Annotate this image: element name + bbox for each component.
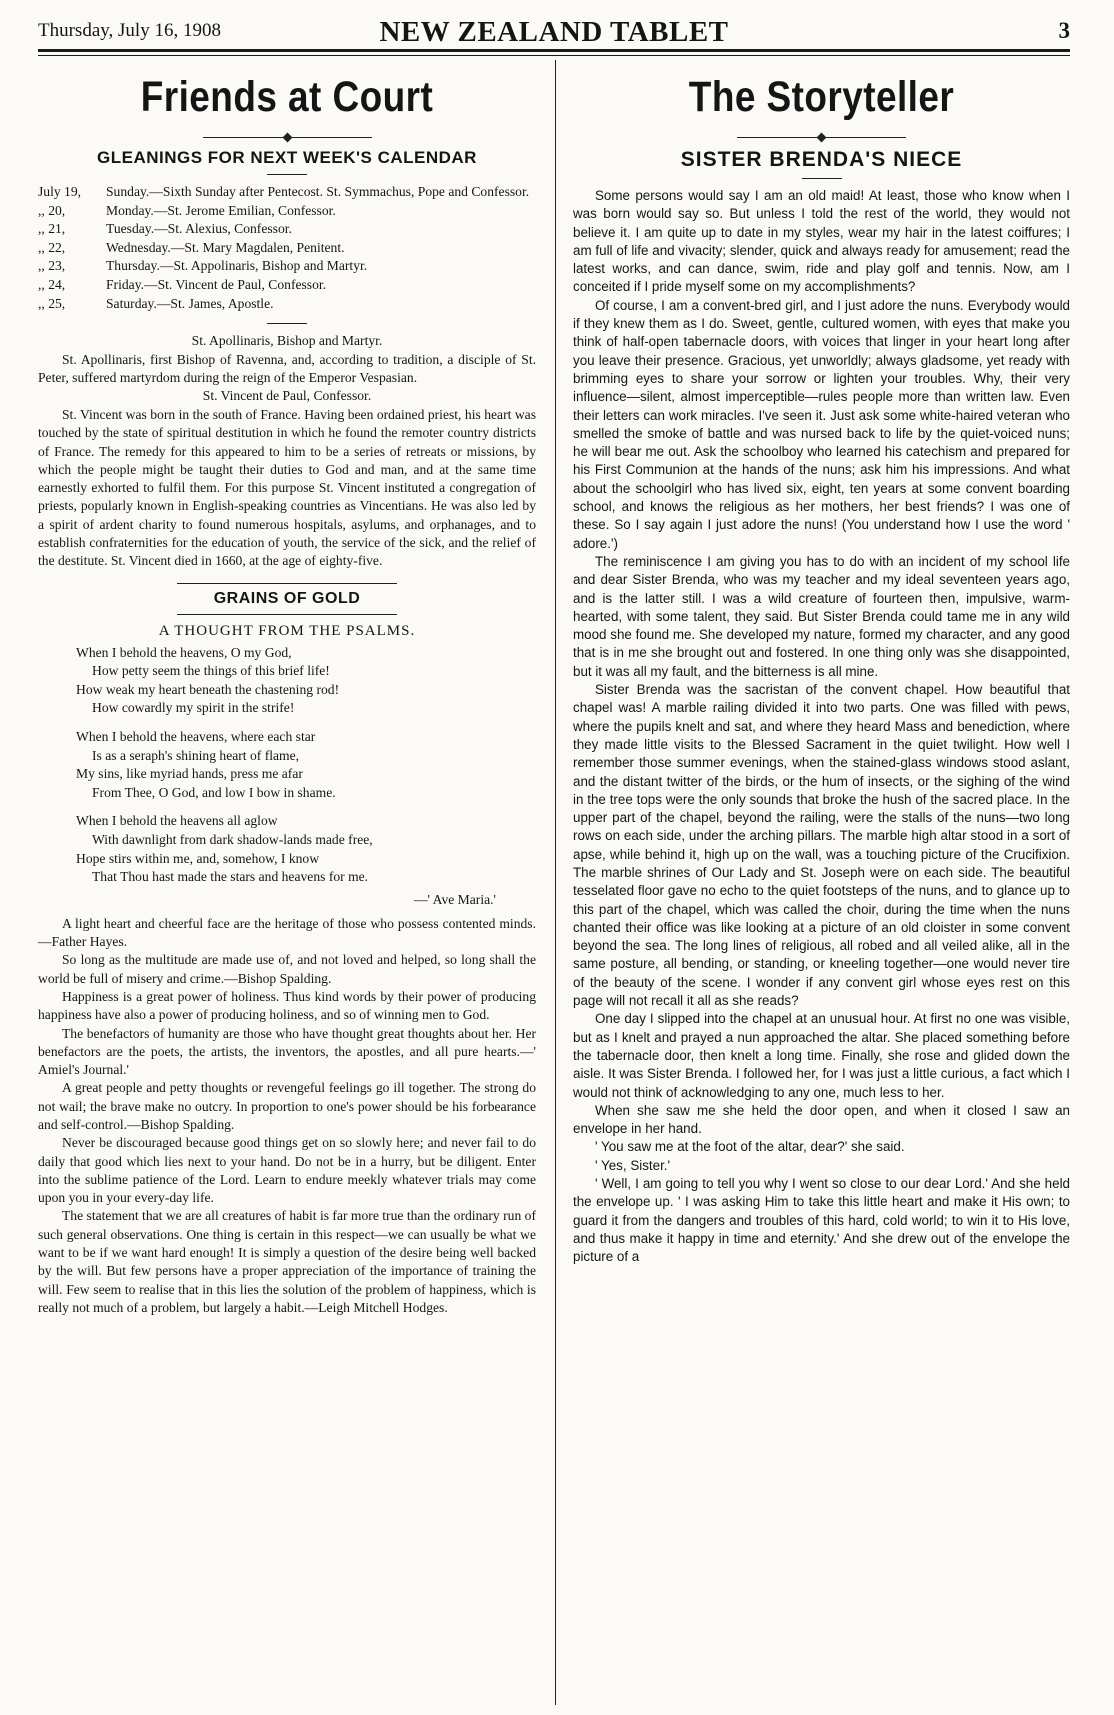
grains-of-gold-heading-box (38, 583, 536, 615)
paragraph: A light heart and cheerful face are the heritage of those who possess contented minds.—Father Hayes. (38, 915, 536, 950)
paragraph: Never be discouraged because good things get on so slowly here; and never fail to do daily that good which lies next to your hand. Do not be in a hurry, but be diligent. Enter into the sublime patience of the Lord. Learn to endure meekly whatever trials may come upon you in your every-day life. (38, 1135, 536, 1206)
calendar-entry (38, 257, 536, 276)
paragraph: Happiness is a great power of holiness. Thus kind words by their power of producing happiness have also a power of producing holiness, and so of winning men to God. (38, 988, 536, 1023)
calendar-date: ,, 22, (38, 239, 66, 255)
poem-stanza (76, 812, 536, 886)
paragraph: When she saw me she held the door open, and when it closed I saw an envelope in her hand. (573, 1102, 1070, 1137)
paragraph: So long as the multitude are made use of, and not loved and helped, so long shall the world be full of misery and crime.—Bishop Spalding. (38, 952, 536, 986)
saint1-heading: St. Apollinaris, Bishop and Martyr. (191, 333, 383, 349)
poem-line: Hope stirs within me, and, somehow, I know (76, 850, 320, 866)
calendar-date: ,, 23, (38, 258, 66, 274)
calendar-date: ,, 25, (38, 295, 66, 311)
calendar-entry (38, 220, 536, 239)
calendar-text: Thursday.—St. Appolinaris, Bishop and Martyr. (106, 258, 368, 274)
calendar-entry (38, 183, 536, 202)
paragraph: The statement that we are all creatures of habit is far more true than the ordinary run of such general observations. One thing is certain in this respect—we can usually be what we want to be if we want hard enough! It is simply a question of the desire being well backed by the will. But few persons have a proper appreciation of the importance of training the will. Few seem to realise that in this lies the solution of the problem of happiness, which is really not much of a problem, but largely a habit.—Leigh Mitchell Hodges. (38, 1208, 536, 1315)
calendar-date: July 19, (38, 184, 82, 199)
poem (38, 644, 536, 887)
poem-line: From Thee, O God, and low I bow in shame. (92, 784, 336, 800)
paragraph: ' Well, I am going to tell you why I went so close to our dear Lord.' And she held the envelope up. ' I was asking Him to take this little heart and make it His own; to guard it from the dangers and troubles of this hard, cold world; to win it to His love, and thus make it happy in time and eternity.' And she drew out of the envelope the picture of a (573, 1176, 1070, 1265)
title-ornament (573, 128, 1070, 142)
storyteller-title: The Storyteller (688, 73, 955, 121)
friends-at-court-title: Friends at Court (140, 73, 434, 121)
title-ornament (38, 128, 536, 142)
calendar-text: Tuesday.—St. Alexius, Confessor. (106, 221, 292, 237)
right-column (573, 62, 1070, 1267)
masthead-date: Thursday, July 16, 1908 (38, 20, 221, 41)
calendar-date: ,, 20, (38, 202, 66, 218)
saint2-heading: St. Vincent de Paul, Confessor. (202, 388, 372, 404)
paragraph: One day I slipped into the chapel at an unusual hour. At first no one was visible, but as I knelt and prayed a nun approached the altar. She placed something before the tabernacle door, then knelt a long time. Finally, she rose and glided down the aisle. It was Sister Brenda. I followed her, for I was just a little curious, a fact which I would not think of acknowledging to any one, much less to her. (573, 1011, 1070, 1100)
calendar-subheading: GLEANINGS FOR NEXT WEEK'S CALENDAR (97, 148, 477, 167)
short-rule (267, 323, 307, 324)
saint2-text: St. Vincent was born in the south of France. Having been ordained priest, his heart was touched by the state of spiritual destitution in which he found the remoter country districts of France. The remedy for this appeared to him to be a series of retreats or missions, by which the people might be taught their duties to God and man, and at the same time earnestly exhorted to fulfil them. For this purpose St. Vincent instituted a congregation of priests, popularly known in English-speaking countries as Vincentians. He was also led by a spirit of ardent charity to found numerous hospitals, asylums, and orphanages, and to establish confraternities for the education of youth, the service of the sick, and the relief of the destitute. St. Vincent died in 1660, at the age of eighty-five. (38, 406, 536, 569)
paragraph: The benefactors of humanity are those who have thought great thoughts about her. Her benefactors are the poets, the artists, the inventors, the apostles, and all pure hearts.—' Amiel's Journal.' (38, 1025, 536, 1078)
poem-line: When I behold the heavens, where each star (76, 728, 316, 744)
column-divider (555, 60, 556, 1705)
calendar-text: Friday.—St. Vincent de Paul, Confessor. (106, 276, 327, 292)
paragraph: Some persons would say I am an old maid! At least, those who know when I was born would say so. But unless I told the rest of the world, they would not believe it. I am quite up to date in my styles, wear my hair in the latest coiffures; I am full of life and vivacity; slender, quick and always ready for amusement; read the latest works, and can dance, swim, ride and play golf and tennis. Now, am I conceited if I pride myself some on my accomplishments? (573, 188, 1070, 295)
masthead-rule (38, 49, 1070, 52)
poem-stanza (76, 644, 536, 718)
calendar-entry (38, 276, 536, 295)
story-body (573, 187, 1070, 1267)
paragraph: Of course, I am a convent-bred girl, and I just adore the nuns. Everybody would if they knew them as I do. Sweet, gentle, cultured women, with eyes that make you think of half-open tabernacle doors, with voices that linger in your heart long after you leave their presence. Gracious, yet unworldly; always gladsome, yet ready with brimming eyes to share your sorrow or lighten your troubles. Why, their very influence—silent, almost imperceptible—rules people more than written law. Even their letters can work miracles. I've seen it. Just ask some white-haired veteran who smelled the smoke of battle and was nursed back to life by the quiet-voiced nuns; he will bear me out. Ask the schoolboy who learned his catechism and prepared for his First Communion at the hands of the nuns; ask him his impressions. And what about the schoolgirl who has lived six, eight, ten years at some convent boarding school, and knows the religious as her mothers, her best friends? I was one of these. So I say again I just adore the nuns! (You understand how I use the word ' adore.') (573, 297, 1070, 551)
poem-line: That Thou hast made the stars and heavens for me. (92, 869, 369, 885)
calendar-text: Sunday.—Sixth Sunday after Pentecost. St. Symmachus, Pope and Confessor. (106, 184, 530, 199)
poem-line: My sins, like myriad hands, press me afar (76, 766, 303, 782)
calendar-entry (38, 295, 536, 314)
paragraph: The reminiscence I am giving you has to do with an incident of my school life and dear Sister Brenda, who was my teacher and my ideal seventeen years ago, and is the latter still. I was a wild creature of fourteen then, impulsive, warm-hearted, with some talent, they said. But Sister Brenda could tame me in any wild mood she found me. She developed my nature, formed my character, and any good that is in me she brought out and fostered. In one thing only was she disappointed, but it was all my fault, and the bitterness is all mine. (573, 553, 1070, 679)
left-column (38, 62, 536, 1317)
masthead (38, 16, 1070, 46)
poem-line: How weak my heart beneath the chastening rod! (76, 681, 340, 697)
poem-line: Is as a seraph's shining heart of flame, (92, 747, 300, 763)
masthead-title: NEW ZEALAND TABLET (379, 16, 729, 48)
paragraph: Sister Brenda was the sacristan of the convent chapel. How beautiful that chapel was! A marble railing divided it into two parts. One was filled with pews, where the pupils knelt and sat, and where they heard Mass and benediction, where they made little visits to the Blessed Sacrament in the quiet twilight. How well I remember those summer evenings, when the stained-glass windows stood aslant, and the distant twitter of the birds, or the hum of insects, or the sighing of the wind in the tree tops were the only sounds that broke the hush of the sacred place. In the upper part of the chapel, beyond the railing, were the stalls of the nuns—two long rows on each side, under the arching pillars. The marble high altar stood in a sort of apse, while behind it, high up on the wall, was a touching picture of the Crucifixion. The marble shrines of Our Lady and St. Joseph were on each side. The beautiful tesselated floor gave no echo to the quiet footsteps of the nuns, and to glance up to this part of the chapel, which was called the choir, during the time when the nuns chanted their office was like looking at a picture of an old cloister in some convent beyond the sea. The long lines of religious, all robed and all veiled alike, all in the same posture, all bending, or standing, or kneeling together—one would never tire of the beauty of the scene. I wonder if any convent girl whose eyes rest on this page will not recall it all as she reads? (573, 682, 1070, 1009)
grains-of-gold-heading: GRAINS OF GOLD (213, 589, 361, 607)
poem-title: A THOUGHT FROM THE PSALMS. (158, 622, 416, 639)
calendar-list (38, 183, 536, 313)
calendar-date: ,, 24, (38, 276, 66, 292)
calendar-date: ,, 21, (38, 221, 66, 237)
short-rule (802, 178, 842, 179)
maxims (38, 915, 536, 1318)
calendar-text: Monday.—St. Jerome Emilian, Confessor. (106, 202, 336, 218)
poem-attribution: —' Ave Maria.' (413, 891, 496, 907)
story-title: SISTER BRENDA'S NIECE (680, 148, 963, 171)
poem-stanza (76, 728, 536, 802)
calendar-entry (38, 202, 536, 221)
calendar-text: Wednesday.—St. Mary Magdalen, Penitent. (106, 239, 345, 255)
paragraph: A great people and petty thoughts or revengeful feelings go ill together. The strong do not wail; the brave make no outcry. In proportion to one's power should be his forbearance and self-control.—Bishop Spalding. (38, 1080, 536, 1132)
short-rule (267, 174, 307, 175)
poem-line: With dawnlight from dark shadow-lands made free, (92, 831, 373, 847)
calendar-text: Saturday.—St. James, Apostle. (106, 295, 274, 311)
masthead-rule-thin (38, 55, 1070, 56)
saint1-text: St. Apollinaris, first Bishop of Ravenna, and, according to tradition, a disciple of St. Peter, suffered martyrdom during the reign of the Emperor Vespasian. (38, 351, 536, 386)
calendar-entry (38, 239, 536, 258)
poem-line: When I behold the heavens all aglow (76, 813, 278, 829)
poem-line: How cowardly my spirit in the strife! (92, 700, 295, 716)
poem-line: How petty seem the things of this brief life! (92, 663, 330, 679)
poem-line: When I behold the heavens, O my God, (76, 644, 292, 660)
paragraph: ' Yes, Sister.' (595, 1157, 671, 1173)
page-number: 3 (1058, 18, 1070, 43)
paragraph: ' You saw me at the foot of the altar, dear?' she said. (595, 1139, 905, 1155)
